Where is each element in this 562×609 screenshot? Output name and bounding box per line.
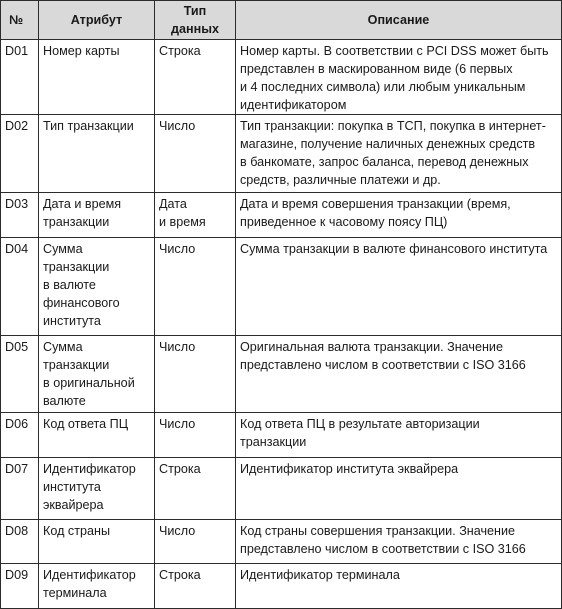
row-type: Число [155, 115, 236, 193]
row-num: D03 [1, 193, 39, 238]
row-description: Номер карты. В соответствии с PCI DSS может быть представлен в маскированном виде (6 первых и 4 последних символа) или любым уникальным идентификатором [236, 40, 562, 115]
row-attribute: Номер карты [39, 40, 155, 115]
row-type: Строка [155, 458, 236, 520]
table-row [1, 520, 562, 564]
row-type: Строка [155, 40, 236, 115]
row-num: D06 [1, 413, 39, 458]
row-attribute: Сумма транзакции в валюте финансового института [39, 238, 155, 336]
row-num: D05 [1, 336, 39, 413]
header-attribute: Атрибут [39, 1, 155, 40]
row-attribute: Код ответа ПЦ [39, 413, 155, 458]
header-num: № [1, 1, 39, 40]
row-num: D01 [1, 40, 39, 115]
row-description: Код ответа ПЦ в результате авторизации транзакции [236, 413, 562, 458]
table-header [1, 1, 562, 40]
row-description: Идентификатор терминала [236, 564, 562, 609]
row-attribute: Код страны [39, 520, 155, 564]
row-attribute: Идентификатор института эквайрера [39, 458, 155, 520]
row-description: Тип транзакции: покупка в ТСП, покупка в интернет- магазине, получение наличных денежных средств в банкомате, запрос баланса, перевод денежных средств, различные платежи и др. [236, 115, 562, 193]
header-type: Тип данных [155, 1, 236, 40]
row-attribute: Тип транзакции [39, 115, 155, 193]
table-row [1, 238, 562, 336]
row-num: D09 [1, 564, 39, 609]
row-num: D07 [1, 458, 39, 520]
row-num: D08 [1, 520, 39, 564]
row-attribute: Дата и время транзакции [39, 193, 155, 238]
table-row [1, 458, 562, 520]
row-type: Дата и время [155, 193, 236, 238]
table-row [1, 40, 562, 115]
row-num: D02 [1, 115, 39, 193]
header-row [1, 1, 562, 40]
row-description: Дата и время совершения транзакции (время, приведенное к часовому поясу ПЦ) [236, 193, 562, 238]
row-attribute: Идентификатор терминала [39, 564, 155, 609]
row-type: Число [155, 520, 236, 564]
row-type: Число [155, 413, 236, 458]
row-description: Код страны совершения транзакции. Значение представлено числом в соответствии с ISO 3166 [236, 520, 562, 564]
row-num: D04 [1, 238, 39, 336]
table-row [1, 193, 562, 238]
table-row [1, 564, 562, 609]
row-attribute: Сумма транзакции в оригинальной валюте [39, 336, 155, 413]
table-body [1, 40, 562, 609]
row-type: Число [155, 238, 236, 336]
row-type: Число [155, 336, 236, 413]
row-description: Идентификатор института эквайрера [236, 458, 562, 520]
row-description: Оригинальная валюта транзакции. Значение представлено числом в соответствии с ISO 3166 [236, 336, 562, 413]
header-description: Описание [236, 1, 562, 40]
table-row [1, 115, 562, 193]
table-row [1, 336, 562, 413]
row-type: Строка [155, 564, 236, 609]
row-description: Сумма транзакции в валюте финансового института [236, 238, 562, 336]
table-row [1, 413, 562, 458]
